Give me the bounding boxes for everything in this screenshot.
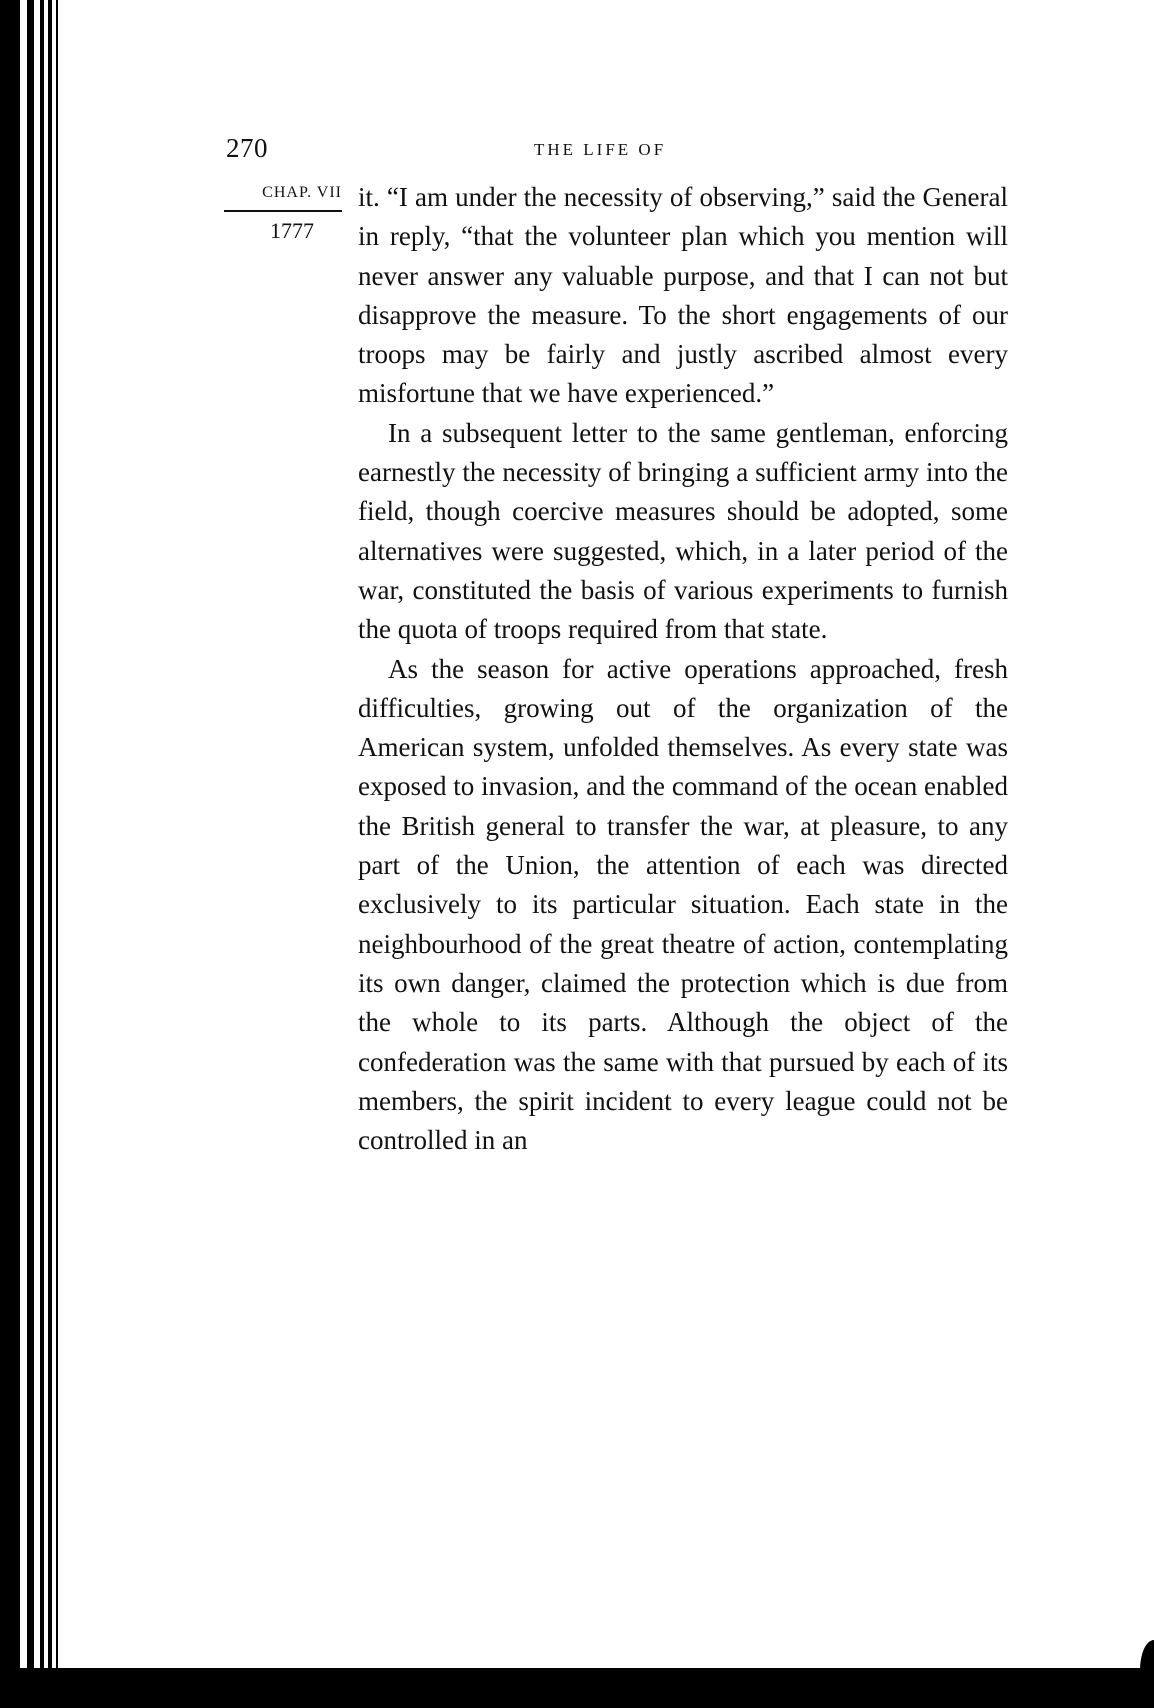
margin-year: 1777	[270, 218, 314, 243]
binding-shadow	[0, 0, 62, 1708]
body-text	[358, 178, 1008, 1160]
scan-bottom-edge	[0, 1668, 1154, 1708]
margin-note	[220, 184, 344, 244]
paragraph: it. “I am under the necessity of observing,” said the General in reply, “that the volunteer plan which you mention will never answer any valuable purpose, and that I can not but disapprove the measure. To the short engagements of our troops may be fairly and justly ascribed almost every misfortune that we have experienced.”	[358, 182, 1008, 409]
page-corner-curl	[1140, 1640, 1154, 1670]
margin-rule	[224, 210, 342, 212]
running-head: THE LIFE OF	[534, 140, 667, 159]
paragraph: In a subsequent letter to the same gentleman, enforcing earnestly the necessity of bringing a sufficient army into the field, though coercive measures should be adopted, some alternatives were suggested, which, in a later period of the war, constituted the basis of various experiments to furnish the quota of troops required from that state.	[358, 417, 1008, 645]
margin-chapter: CHAP. VII	[262, 184, 342, 201]
page-number: 270	[226, 133, 268, 163]
paragraph: As the season for active operations approached, fresh difficulties, growing out of the organization of the American system, unfolded themselves. As every state was exposed to invasion, and the command of the ocean enabled the British general to transfer the war, at pleasure, to any part of the Union, the attention of each was directed exclusively to its particular situation. Each state in the neighbourhood of the great theatre of action, contemplating its own danger, claimed the protection which is due from the whole to its parts. Although the object of the confederation was the same with that pursued by each of its members, the spirit incident to every league could not be controlled in an	[358, 653, 1008, 1156]
